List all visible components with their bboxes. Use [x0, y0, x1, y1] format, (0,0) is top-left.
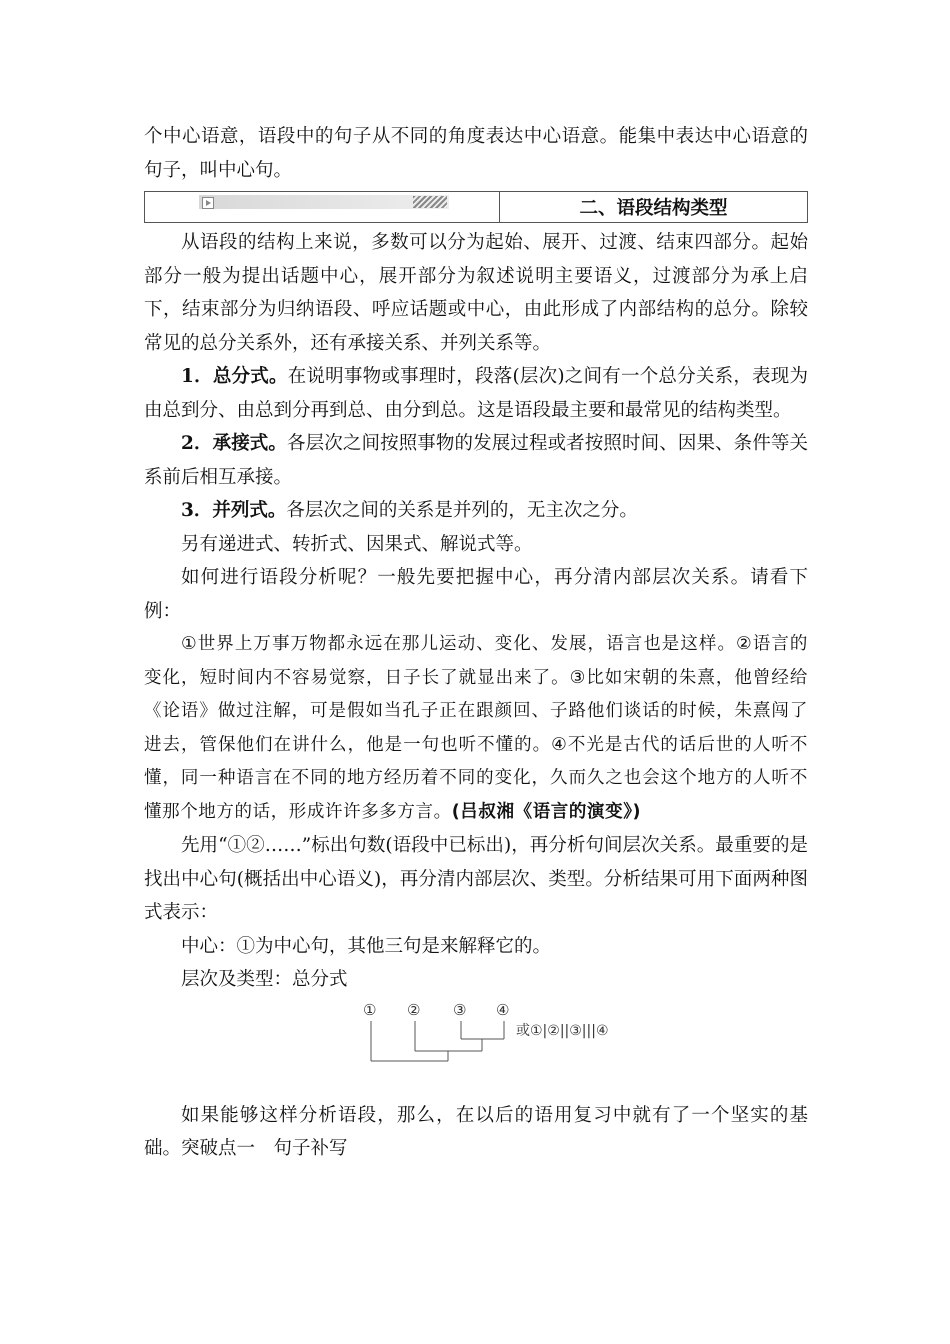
diagram-node-4: ④ [496, 1000, 510, 1019]
diagram-svg [356, 999, 636, 1071]
example-source: (吕叔湘《语言的演变》) [451, 801, 642, 822]
type-item-1 [144, 360, 808, 427]
hatch-decoration [413, 196, 447, 208]
layer-type: 层次及类型：总分式 [181, 969, 348, 990]
center-sentence: 中心：①为中心句，其他三句是来解释它的。 [181, 935, 552, 957]
banner-media-bar [145, 192, 500, 222]
section-title: 二、语段结构类型 [579, 198, 728, 219]
section-banner [144, 191, 808, 223]
diagram-node-1: ① [363, 1000, 377, 1019]
type-item-3-text: 各层次之间的关系是并列的，无主次之分。 [286, 500, 638, 521]
diagram-node-2: ② [407, 1000, 421, 1019]
document-page [144, 120, 808, 1166]
type-item-2-label: 2．承接式。 [181, 433, 288, 454]
structure-paragraph: 从语段的结构上来说，多数可以分为起始、展开、过渡、结束四部分。起始部分一般为提出话题中心，展开部分为叙述说明主要语义，过渡部分为承上启下，结束部分为归纳语段、呼应话题或中心，由此形成了内部结构的总分。除较常见的总分关系外，还有承接关系、并列关系等。 [144, 232, 808, 354]
intro-paragraph: 个中心语意，语段中的句子从不同的角度表达中心语意。能集中表达中心语意的句子，叫中心句。 [144, 126, 808, 181]
diagram-node-3: ③ [453, 1000, 467, 1019]
type-item-2 [144, 427, 808, 494]
other-types: 另有递进式、转折式、因果式、解说式等。 [181, 533, 533, 555]
diagram-alt-notation: 或①|②||③|||④ [516, 1022, 609, 1039]
example-passage [144, 628, 808, 829]
how-to-analyze: 如何进行语段分析呢？一般先要把握中心，再分清内部层次关系。请看下例： [144, 567, 808, 622]
play-icon[interactable] [202, 197, 214, 209]
type-item-3 [144, 494, 808, 528]
conclusion-paragraph: 如果能够这样分析语段，那么，在以后的语用复习中就有了一个坚实的基础。突破点一 句子补写 [144, 1104, 808, 1159]
example-text: ①世界上万事万物都永远在那儿运动、变化、发展，语言也是这样。②语言的变化，短时间内不容易觉察，日子长了就显出来了。③比如宋朝的朱熹，他曾经给《论语》做过注解，可是假如当孔子正在跟颜回、子路他们谈话的时候，朱熹闯了进去，管保他们在讲什么，他是一句也听不懂的。④不光是古代的话后世的人听不懂，同一种语言在不同的地方经历着不同的变化，久而久之也会这个地方的人听不懂那个地方的话，形成许许多多方言。 [144, 634, 808, 822]
banner-progress [199, 195, 449, 209]
type-item-1-text: 在说明事物或事理时，段落(层次)之间有一个总分关系，表现为由总到分、由总到分再到总、由分到总。这是语段最主要和最常见的结构类型。 [144, 366, 809, 421]
method-paragraph: 先用“①②……”标出句数(语段中已标出)，再分析句间层次关系。最重要的是找出中心句(概括出中心语义)，再分清内部层次、类型。分析结果可用下面两种图式表示： [144, 835, 808, 923]
type-item-2-text: 各层次之间按照事物的发展过程或者按照时间、因果、条件等关系前后相互承接。 [144, 433, 808, 488]
structure-diagram [144, 999, 808, 1089]
type-item-1-label: 1．总分式。 [181, 366, 288, 387]
type-item-3-label: 3．并列式。 [181, 500, 287, 521]
